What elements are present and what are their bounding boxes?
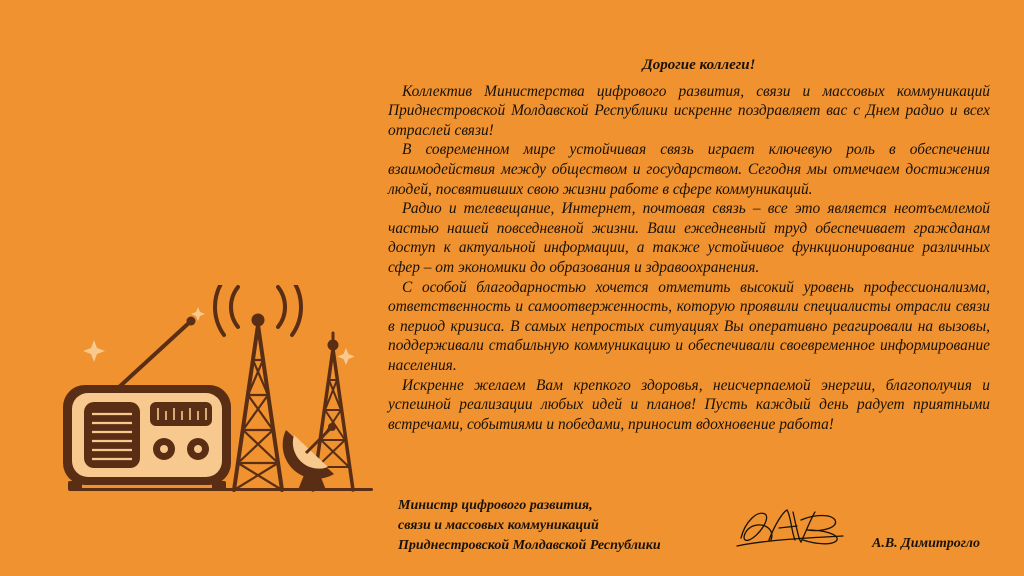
greeting-heading: Дорогие коллеги!	[642, 57, 756, 73]
signatory-name: А.В. Димитрогло	[872, 536, 980, 551]
letter-paragraph: Искренне желаем Вам крепкого здоровья, неисчерпаемой энергии, благополучия и успешной реализации любых идей и планов! Пусть каждый день радует приятными встречами, событиями и победами, приносит вдохновение работа!	[388, 376, 990, 433]
handwritten-signature	[735, 500, 845, 552]
letter-paragraph: Коллектив Министерства цифрового развития, связи и массовых коммуникаций Приднестровской Молдавской Республики искренне поздравляет вас с Днем радио и всех отраслей связи!	[388, 82, 990, 139]
radio-icon	[63, 317, 231, 492]
radio-illustration	[48, 285, 388, 500]
signatory-title	[398, 496, 661, 556]
signatory-title-line: связи и массовых коммуникаций	[398, 518, 599, 533]
greeting-letter	[388, 56, 990, 434]
signatory-title-line: Приднестровской Молдавской Республики	[398, 538, 661, 553]
sparkle-icon	[83, 307, 355, 365]
letter-paragraph: В современном мире устойчивая связь играет ключевую роль в обеспечении взаимодействия между обществом и государством. Сегодня мы отмечаем достижения людей, посвятивших свою жизни работе в сфере коммуникаций.	[388, 141, 990, 198]
letter-paragraph: Радио и телевещание, Интернет, почтовая связь – все это является неотъемлемой частью нашей повседневной жизни. Ваш ежедневный труд обеспечивает гражданам доступ к актуальной информации, а также устойчивое функционирование различных сфер – от экономики до образования и здравоохранения.	[388, 200, 990, 276]
letter-paragraph: С особой благодарностью хочется отметить высокий уровень профессионализма, ответственность и самоотверженность, которую проявили специалисты отрасли связи в период кризиса. В самых непростых ситуациях Вы оперативно реагировали на вызовы, поддерживали стабильную коммуникацию и обеспечивали своевременное информирование населения.	[388, 278, 990, 374]
signatory-title-line: Министр цифрового развития,	[398, 498, 593, 513]
